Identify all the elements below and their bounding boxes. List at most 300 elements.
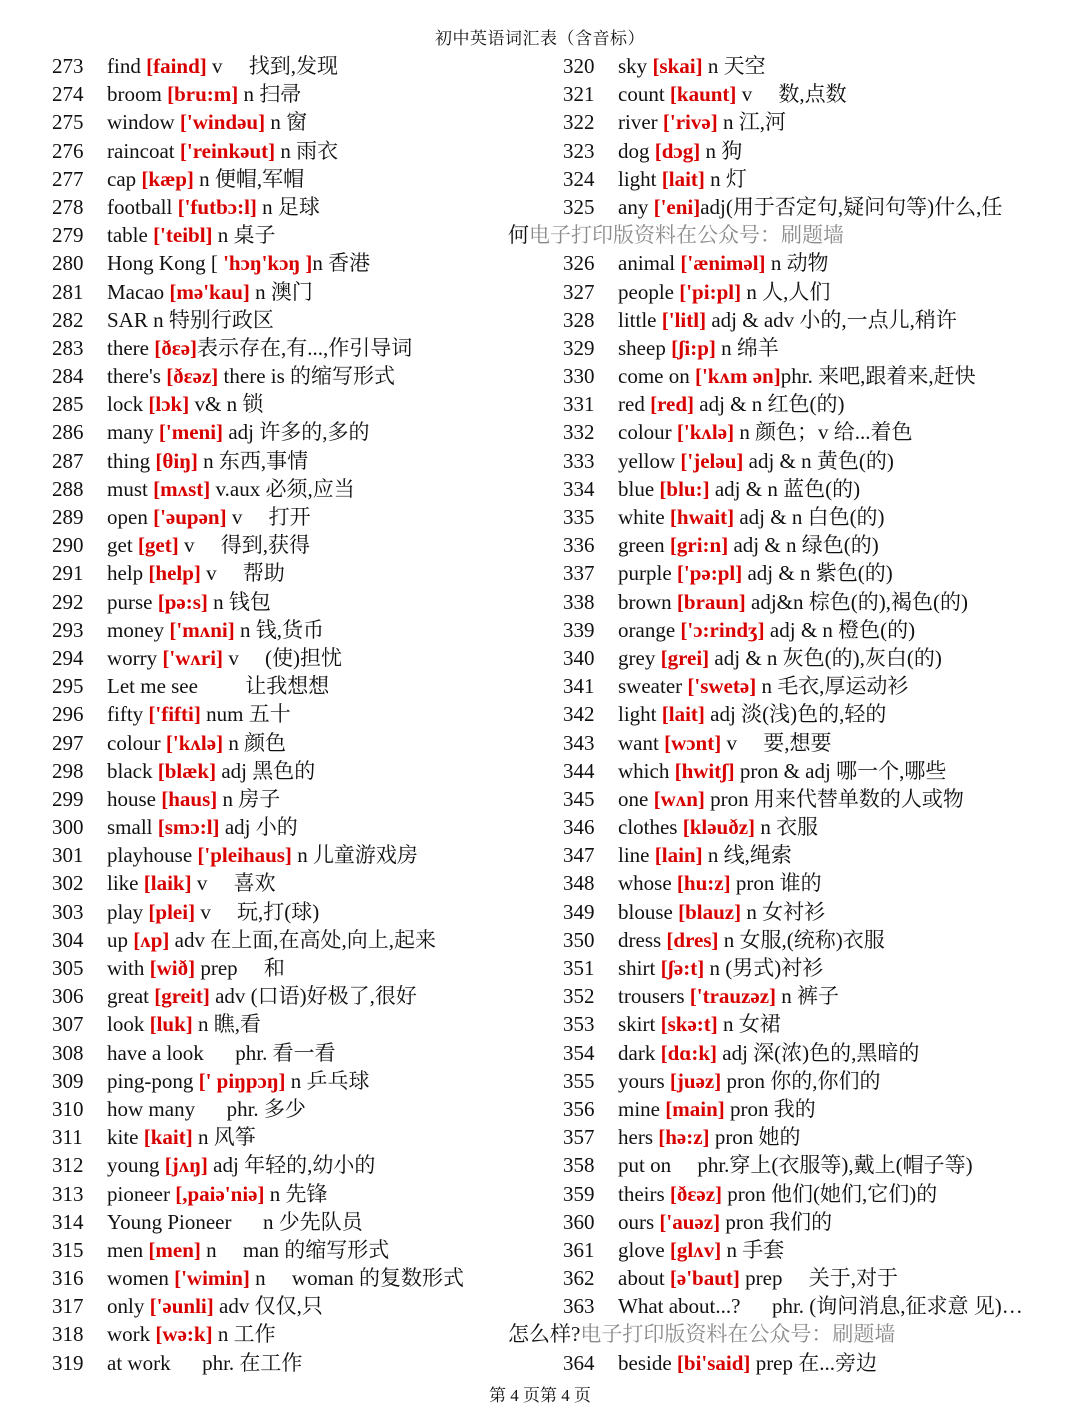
page-title: 初中英语词汇表（含音标） xyxy=(435,29,645,48)
entry-phonetic: [jʌŋ] xyxy=(164,1153,208,1178)
entry-number: 359 xyxy=(563,1181,595,1206)
entry-word: little xyxy=(618,307,657,332)
entry-number: 323 xyxy=(563,138,595,163)
entry-definition: n 女衬衫 xyxy=(741,899,826,924)
vocab-entry xyxy=(563,1180,1043,1208)
entry-word: one xyxy=(618,786,649,811)
entry-number: 354 xyxy=(563,1040,595,1065)
vocab-entry xyxy=(52,1236,552,1264)
vocab-entry xyxy=(52,531,552,559)
entry-number: 337 xyxy=(563,561,595,586)
entry-word: with xyxy=(107,956,145,980)
entry-word: ping-pong xyxy=(107,1068,194,1093)
entry-definition: adj 淡(浅)色的,轻的 xyxy=(704,702,887,727)
entry-number: 295 xyxy=(52,674,84,699)
entry-word: animal xyxy=(618,251,676,276)
entry-number: 288 xyxy=(52,476,84,501)
entry-definition: adv (口语)好极了,很好 xyxy=(209,984,417,1009)
entry-number: 311 xyxy=(52,1125,83,1150)
entry-phonetic: [ðɛə] xyxy=(154,335,198,360)
entry-word: purse xyxy=(107,589,153,614)
entry-definition: n 风筝 xyxy=(192,1125,256,1150)
entry-word: skirt xyxy=(618,1012,656,1037)
entry-number: 335 xyxy=(563,505,595,530)
entry-phonetic: ['auəz] xyxy=(659,1209,721,1234)
entry-word: small xyxy=(107,815,153,840)
vocab-entry xyxy=(563,306,1043,334)
entry-phonetic: [wə:k] xyxy=(155,1322,213,1347)
entry-definition: n 钱,货币 xyxy=(234,617,324,642)
entry-word: colour xyxy=(618,420,672,445)
entry-phonetic: ['jeləu] xyxy=(680,448,744,473)
entry-phonetic: ['futbɔ:l] xyxy=(177,194,257,219)
entry-definition: adj & n 蓝色(的) xyxy=(709,476,861,501)
entry-word: Young Pioneer xyxy=(107,1209,232,1234)
entry-phonetic: [hu:z] xyxy=(676,871,731,896)
entry-word: mine xyxy=(618,1096,660,1121)
entry-word: there xyxy=(107,335,149,360)
vocab-entry xyxy=(52,1180,552,1208)
entry-phonetic: ['mʌni] xyxy=(169,617,235,642)
entry-number: 307 xyxy=(52,1012,84,1037)
entry-number: 316 xyxy=(52,1266,84,1291)
vocab-entry xyxy=(52,1010,552,1038)
entry-number: 332 xyxy=(563,420,595,445)
entry-phonetic: ['meni] xyxy=(158,420,224,445)
vocab-entry xyxy=(563,80,1043,108)
entry-number: 319 xyxy=(52,1350,84,1375)
vocab-entry xyxy=(52,672,552,700)
entry-definition: prep 在...旁边 xyxy=(750,1350,878,1375)
entry-word: up xyxy=(107,927,128,952)
vocab-entry xyxy=(563,1349,1043,1377)
entry-word: want xyxy=(618,730,659,755)
entry-number: 301 xyxy=(52,843,84,868)
entry-number: 291 xyxy=(52,561,84,586)
vocab-entry xyxy=(52,757,552,785)
vocab-entry xyxy=(563,1151,1043,1179)
entry-word: light xyxy=(618,702,657,727)
entry-definition: there is 的缩写形式 xyxy=(218,364,396,389)
entry-phonetic: [θiŋ] xyxy=(155,448,198,473)
entry-definition: adj&n 棕色(的),褐色(的) xyxy=(745,589,968,614)
entry-phonetic: [mʌst] xyxy=(153,476,211,501)
entry-phonetic: [hə:z] xyxy=(658,1125,710,1150)
vocab-entry xyxy=(563,841,1043,869)
vocab-entry xyxy=(52,813,552,841)
entry-phonetic: ['əupən] xyxy=(153,505,227,529)
entry-word: look xyxy=(107,1012,145,1037)
entry-word: line xyxy=(618,843,650,868)
entry-definition: adj & n 绿色(的) xyxy=(728,533,879,558)
entry-word: playhouse xyxy=(107,843,193,868)
entry-number: 304 xyxy=(52,927,84,952)
entry-number: 290 xyxy=(52,533,84,558)
entry-definition: adj & n 黄色(的) xyxy=(743,448,894,473)
entry-word: purple xyxy=(618,561,672,586)
entry-number: 280 xyxy=(52,251,84,276)
vocab-entry xyxy=(52,52,552,80)
entry-number: 326 xyxy=(563,251,595,276)
entry-definition: n 足球 xyxy=(256,194,320,219)
vocab-entry xyxy=(508,1292,1043,1348)
vocab-entry xyxy=(52,362,552,390)
entry-phonetic: ['kʌlə] xyxy=(676,420,735,445)
entry-phonetic: [' piŋpɔŋ] xyxy=(198,1068,286,1093)
entry-definition: pron 谁的 xyxy=(730,871,822,896)
entry-number: 343 xyxy=(563,730,595,755)
entry-definition-cont: 怎么样? xyxy=(508,1322,581,1347)
entry-phonetic: [wið] xyxy=(149,956,196,980)
entry-phonetic: [hwitʃ] xyxy=(674,758,735,783)
entry-number: 313 xyxy=(52,1181,84,1206)
vocab-entry xyxy=(563,644,1043,672)
entry-number: 342 xyxy=(563,702,595,727)
entry-word: work xyxy=(107,1322,151,1347)
vocab-entry xyxy=(563,616,1043,644)
vocab-entry xyxy=(563,278,1043,306)
entry-definition: phr. 来吧,跟着来,赶快 xyxy=(780,364,976,389)
entry-number: 303 xyxy=(52,899,84,924)
vocab-entry xyxy=(52,390,552,418)
entry-number: 340 xyxy=(563,645,595,670)
entry-number: 312 xyxy=(52,1153,84,1178)
vocab-entry xyxy=(563,926,1043,954)
entry-word: there's xyxy=(107,364,161,389)
entry-word: SAR xyxy=(107,307,148,332)
entry-definition: adj 深(浓)色的,黑暗的 xyxy=(717,1040,920,1065)
entry-word: glove xyxy=(618,1237,665,1262)
entry-word: black xyxy=(107,758,153,783)
entry-word: theirs xyxy=(618,1181,665,1206)
entry-phonetic: [get] xyxy=(137,533,179,558)
entry-phonetic: [,paiə'niə] xyxy=(175,1181,265,1206)
vocab-entry xyxy=(52,306,552,334)
vocab-entry xyxy=(52,1292,552,1320)
entry-phonetic: ['windəu] xyxy=(179,110,266,135)
entry-number: 305 xyxy=(52,956,84,980)
entry-word: hers xyxy=(618,1125,653,1150)
entry-definition: n 东西,事情 xyxy=(197,448,309,473)
vocab-entry xyxy=(52,588,552,616)
entry-word: shirt xyxy=(618,956,656,981)
entry-number: 327 xyxy=(563,279,595,304)
entry-word: only xyxy=(107,1294,145,1319)
entry-word: blouse xyxy=(618,899,673,924)
entry-phonetic: ['reinkəut] xyxy=(179,138,276,163)
vocab-entry xyxy=(563,1236,1043,1264)
entry-number: 347 xyxy=(563,843,595,868)
entry-word: river xyxy=(618,110,658,135)
entry-definition: adv 仅仅,只 xyxy=(213,1294,323,1319)
entry-word: play xyxy=(107,899,144,924)
entry-definition: phr.穿上(衣服等),戴上(帽子等) xyxy=(676,1153,973,1178)
entry-number: 296 xyxy=(52,702,84,727)
entry-definition: pron 他们(她们,它们)的 xyxy=(722,1181,938,1206)
entry-phonetic: ['æniməl] xyxy=(680,251,766,276)
entry-word: any xyxy=(618,194,649,219)
vocab-entry xyxy=(563,1067,1043,1095)
entry-word: help xyxy=(107,561,144,586)
entry-phonetic: [ðɛəz] xyxy=(166,364,219,389)
entry-number: 336 xyxy=(563,533,595,558)
entry-word: What about...? xyxy=(618,1294,741,1319)
entry-definition: pron 我们的 xyxy=(720,1209,833,1234)
entry-number: 338 xyxy=(563,589,595,614)
entry-definition: n 先锋 xyxy=(264,1181,328,1206)
entry-number: 329 xyxy=(563,335,595,360)
entry-word: table xyxy=(107,223,148,248)
vocab-entry xyxy=(563,390,1043,418)
entry-phonetic: [dres] xyxy=(666,927,719,952)
entry-word: men xyxy=(107,1237,144,1262)
vocab-entry xyxy=(563,1010,1043,1038)
entry-definition: pron & adj 哪一个,哪些 xyxy=(734,758,947,783)
vocab-entry xyxy=(52,475,552,503)
entry-number: 306 xyxy=(52,984,84,1009)
entry-phonetic: [wʌn] xyxy=(653,786,705,811)
entry-phonetic: [blu:] xyxy=(659,476,710,501)
entry-word: dark xyxy=(618,1040,656,1065)
entry-word: count xyxy=(618,82,665,107)
entry-number: 348 xyxy=(563,871,595,896)
entry-word: women xyxy=(107,1266,169,1291)
entry-phonetic: [lain] xyxy=(654,843,703,868)
vocab-entry xyxy=(563,729,1043,757)
vocab-entry xyxy=(563,1208,1043,1236)
entry-phonetic: ['teibl] xyxy=(153,223,213,248)
vocab-entry xyxy=(563,1123,1043,1151)
entry-definition: 让我想想 xyxy=(203,674,330,699)
entry-phonetic: [ʌp] xyxy=(133,927,170,952)
entry-phonetic: [braun] xyxy=(676,589,746,614)
entry-word: worry xyxy=(107,645,158,670)
entry-word: green xyxy=(618,533,665,558)
entry-word: Macao xyxy=(107,279,165,304)
entry-word: fifty xyxy=(107,702,144,727)
entry-phonetic: [glʌv] xyxy=(669,1237,722,1262)
entry-definition: n 线,绳索 xyxy=(702,843,792,868)
entry-word: open xyxy=(107,505,148,529)
entry-number: 308 xyxy=(52,1040,84,1065)
entry-phonetic: [red] xyxy=(650,392,695,417)
entry-number: 328 xyxy=(563,307,595,332)
entry-number: 324 xyxy=(563,166,595,191)
entry-word: sweater xyxy=(618,674,683,699)
entry-number: 282 xyxy=(52,307,84,332)
entry-number: 325 xyxy=(563,194,595,219)
vocab-entry xyxy=(563,559,1043,587)
entry-phonetic: [juəz] xyxy=(669,1068,722,1093)
entry-number: 344 xyxy=(563,758,595,783)
entry-word: grey xyxy=(618,645,656,670)
entry-word: football xyxy=(107,194,173,219)
entry-definition: n 钱包 xyxy=(207,589,271,614)
entry-number: 364 xyxy=(563,1350,595,1375)
entry-number: 351 xyxy=(563,956,595,981)
entry-definition: v 喜欢 xyxy=(191,871,276,896)
entry-number: 284 xyxy=(52,364,84,389)
vocab-entry xyxy=(52,785,552,813)
vocab-entry xyxy=(52,447,552,475)
vocab-entry xyxy=(52,418,552,446)
entry-phonetic: ['kʌlə] xyxy=(165,730,224,755)
entry-word: lock xyxy=(107,392,144,417)
entry-number: 318 xyxy=(52,1322,84,1347)
entry-number: 339 xyxy=(563,617,595,642)
entry-phonetic: [wɔnt] xyxy=(664,730,722,755)
entry-phonetic: ['pi:pl] xyxy=(679,279,742,304)
entry-definition: adj 许多的,多的 xyxy=(223,420,370,445)
entry-phonetic: 'hɔŋ'kɔŋ ] xyxy=(223,251,313,276)
watermark-text: 电子打印版资料在公众号：刷题墙 xyxy=(580,1322,896,1347)
vocab-entry xyxy=(52,137,552,165)
entry-definition: n 扫帚 xyxy=(238,82,302,107)
entry-phonetic: [blauz] xyxy=(678,899,742,924)
entry-definition: n 瞧,看 xyxy=(192,1012,262,1037)
entry-word: orange xyxy=(618,617,676,642)
vocab-entry xyxy=(563,672,1043,700)
entry-number: 321 xyxy=(563,82,595,107)
entry-number: 341 xyxy=(563,674,595,699)
entry-number: 345 xyxy=(563,786,595,811)
entry-number: 281 xyxy=(52,279,84,304)
vocab-entry xyxy=(563,757,1043,785)
entry-number: 276 xyxy=(52,138,84,163)
entry-definition: n 桌子 xyxy=(212,223,276,248)
vocab-entry xyxy=(563,334,1043,362)
entry-number: 292 xyxy=(52,589,84,614)
entry-word: at work xyxy=(107,1350,171,1375)
vocab-entry xyxy=(52,982,552,1010)
entry-phonetic: [luk] xyxy=(149,1012,193,1037)
entry-definition: n 便帽,军帽 xyxy=(193,166,305,191)
vocab-entry xyxy=(563,249,1043,277)
entry-word: many xyxy=(107,420,154,445)
entry-definition: pron 我的 xyxy=(724,1096,816,1121)
vocab-entry xyxy=(52,108,552,136)
entry-number: 300 xyxy=(52,815,84,840)
entry-definition: n man 的缩写形式 xyxy=(200,1237,390,1262)
entry-definition: n (男式)衬衫 xyxy=(704,956,824,981)
vocab-entry xyxy=(563,418,1043,446)
entry-number: 363 xyxy=(563,1294,595,1319)
vocab-entry xyxy=(52,1151,552,1179)
entry-word: like xyxy=(107,871,139,896)
vocab-entry xyxy=(52,334,552,362)
entry-phonetic: ['litl] xyxy=(661,307,707,332)
entry-phonetic: [men] xyxy=(148,1237,201,1262)
entry-definition: n 香港 xyxy=(312,251,371,276)
left-column xyxy=(52,52,552,1377)
entry-word: red xyxy=(618,392,645,417)
entry-definition: pron 用来代替单数的人或物 xyxy=(704,786,964,811)
vocab-entry xyxy=(52,278,552,306)
entry-phonetic: [grei] xyxy=(660,645,710,670)
entry-number: 289 xyxy=(52,505,84,529)
entry-definition: adj & adv 小的,一点儿,稍许 xyxy=(706,307,957,332)
entry-word: money xyxy=(107,617,165,642)
vocab-entry xyxy=(52,503,552,531)
entry-word: ours xyxy=(618,1209,655,1234)
entry-number: 274 xyxy=(52,82,84,107)
entry-definition: v 数,点数 xyxy=(736,82,847,107)
entry-word: yellow xyxy=(618,448,676,473)
entry-definition: n 毛衣,厚运动衫 xyxy=(756,674,909,699)
entry-definition: n 动物 xyxy=(765,251,829,276)
vocab-entry xyxy=(52,841,552,869)
vocab-entry xyxy=(52,1067,552,1095)
entry-number: 273 xyxy=(52,54,84,78)
entry-number: 362 xyxy=(563,1266,595,1291)
entry-number: 286 xyxy=(52,420,84,445)
entry-phonetic: ['swetə] xyxy=(687,674,757,699)
entry-phonetic: ['kʌm ən] xyxy=(694,364,781,389)
vocab-entry xyxy=(52,1123,552,1151)
entry-phonetic: [skai] xyxy=(652,54,703,78)
entry-number: 356 xyxy=(563,1096,595,1121)
entry-phonetic: ['wʌri] xyxy=(162,645,224,670)
entry-number: 355 xyxy=(563,1068,595,1093)
entry-word: window xyxy=(107,110,175,135)
entry-definition: v 得到,获得 xyxy=(178,533,310,558)
entry-word: find xyxy=(107,54,141,78)
entry-word: blue xyxy=(618,476,655,501)
entry-phonetic: ['rivə] xyxy=(662,110,718,135)
vocab-entry xyxy=(563,1095,1043,1123)
entry-number: 350 xyxy=(563,927,595,952)
entry-definition: v& n 锁 xyxy=(189,392,264,417)
entry-phonetic: [kləuðz] xyxy=(682,815,756,840)
vocab-entry xyxy=(563,137,1043,165)
vocab-entry xyxy=(563,531,1043,559)
vocab-entry xyxy=(52,1264,552,1292)
vocab-entry xyxy=(52,221,552,249)
entry-word: light xyxy=(618,166,657,191)
vocab-entry xyxy=(563,1264,1043,1292)
entry-number: 275 xyxy=(52,110,84,135)
entry-definition: n 少先队员 xyxy=(236,1209,363,1234)
vocab-entry xyxy=(563,475,1043,503)
entry-definition: adj 黑色的 xyxy=(216,758,316,783)
right-column xyxy=(508,52,1043,1377)
entry-word: people xyxy=(618,279,674,304)
entry-phonetic: [gri:n] xyxy=(669,533,729,558)
entry-definition: n 天空 xyxy=(702,54,766,78)
vocab-entry xyxy=(563,52,1043,80)
entry-number: 361 xyxy=(563,1237,595,1262)
entry-phonetic: [plei] xyxy=(148,899,196,924)
entry-definition: phr. 看一看 xyxy=(209,1040,336,1065)
vocab-entry xyxy=(563,1039,1043,1067)
entry-word: kite xyxy=(107,1125,139,1150)
vocab-entry xyxy=(563,982,1043,1010)
entry-number: 360 xyxy=(563,1209,595,1234)
entry-number: 334 xyxy=(563,476,595,501)
vocab-entry xyxy=(52,1349,552,1377)
entry-number: 277 xyxy=(52,166,84,191)
entry-definition: adj & n 灰色(的),灰白(的) xyxy=(709,645,942,670)
entry-phonetic: ['trauzəz] xyxy=(689,984,777,1009)
entry-word: Hong Kong [ xyxy=(107,251,218,276)
entry-number: 333 xyxy=(563,448,595,473)
vocab-entry xyxy=(563,108,1043,136)
entry-definition: n 灯 xyxy=(704,166,747,191)
entry-number: 283 xyxy=(52,335,84,360)
entry-definition: pron 她的 xyxy=(709,1125,801,1150)
entry-definition: n 江,河 xyxy=(717,110,786,135)
entry-number: 293 xyxy=(52,617,84,642)
